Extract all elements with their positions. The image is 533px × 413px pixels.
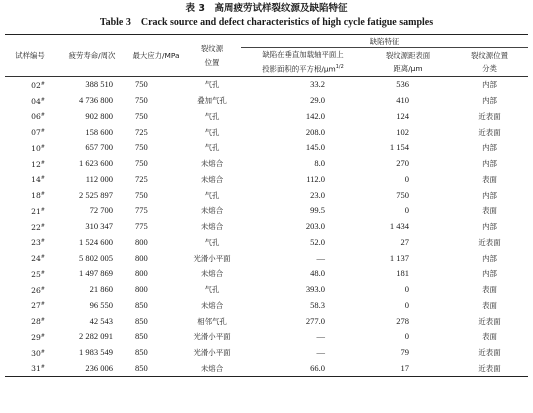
max-stress-cell: 800 xyxy=(135,268,148,279)
table-row xyxy=(5,93,528,109)
source-class-cell: 表面 xyxy=(482,174,497,184)
fatigue-life-cell: 310 347 xyxy=(85,221,113,232)
max-stress-cell: 775 xyxy=(135,205,148,216)
table-row xyxy=(5,313,528,329)
surface-distance-cell: 1 137 xyxy=(389,252,409,263)
max-stress-cell: 850 xyxy=(129,361,183,377)
max-stress-cell: 725 xyxy=(135,126,148,137)
table-row xyxy=(5,298,528,314)
sample-id-value: 28 xyxy=(31,317,41,327)
sample-id-cell xyxy=(5,187,55,203)
table-row xyxy=(5,109,528,125)
source-class-cell: 近表面 xyxy=(478,237,501,247)
defect-area-cell: — xyxy=(316,252,325,263)
table-title-english: Table 3 Crack source and defect characteristics of high cycle fatigue samples xyxy=(99,17,434,28)
max-stress-cell: 750 xyxy=(135,189,148,200)
source-class-cell: 内部 xyxy=(482,190,497,200)
fatigue-life-cell: 388 510 xyxy=(85,79,113,90)
fatigue-life-cell: 21 860 xyxy=(89,284,113,295)
header-defect-area-line2 xyxy=(241,63,365,73)
sample-id-value: 07 xyxy=(31,128,41,138)
surface-distance-cell: 270 xyxy=(396,158,409,169)
header-defect-area-exponent: 1/2 xyxy=(335,64,344,71)
sample-id-cell xyxy=(5,250,55,266)
fatigue-life-cell: 2 282 091 xyxy=(79,331,113,342)
defect-area-cell: 99.5 xyxy=(310,205,325,216)
crack-source-cell: 叠加气孔 xyxy=(197,96,227,106)
table-row xyxy=(5,345,528,361)
defect-area-cell: 8.0 xyxy=(314,158,325,169)
header-defect-area-line1: 缺陷在垂直加载轴平面上 xyxy=(262,50,344,60)
sample-id-cell xyxy=(5,93,55,109)
table-row xyxy=(5,329,528,345)
source-class-cell: 近表面 xyxy=(478,348,501,358)
sample-id-value: 27 xyxy=(31,301,41,311)
defect-area-cell: 29.0 xyxy=(310,95,325,106)
max-stress-cell: 775 xyxy=(135,221,148,232)
surface-distance-cell: 79 xyxy=(400,347,409,358)
sample-id-value: 23 xyxy=(31,238,41,248)
header-max-stress: 最大应力/MPa xyxy=(129,35,183,77)
max-stress-cell: 750 xyxy=(135,79,148,90)
sample-id-value: 25 xyxy=(31,269,41,279)
table-row xyxy=(5,266,528,282)
sample-id-mark: # xyxy=(40,317,45,324)
sample-id-mark: # xyxy=(40,238,45,245)
header-surface-distance-line1: 裂纹源距表面 xyxy=(385,51,431,60)
header-defect-characteristics: 缺陷特征 xyxy=(241,35,528,48)
max-stress-cell: 725 xyxy=(135,173,148,184)
sample-id-value: 21 xyxy=(31,206,41,216)
header-defect-area-text: 投影面积的平方根/μm xyxy=(262,64,336,74)
fatigue-life-cell: 2 525 897 xyxy=(79,189,113,200)
fatigue-life-cell: 902 800 xyxy=(85,110,113,121)
header-crack-source-line1: 裂纹源 xyxy=(200,44,224,53)
surface-distance-cell: 1 154 xyxy=(389,142,409,153)
sample-id-cell xyxy=(5,235,55,251)
crack-source-cell: 未熔合 xyxy=(183,361,241,377)
sample-id-mark: # xyxy=(40,128,45,135)
sample-id-mark: # xyxy=(40,191,45,198)
crack-source-cell: 光滑小平面 xyxy=(193,253,231,263)
sample-id-value: 12 xyxy=(31,159,41,169)
table-row xyxy=(5,77,528,93)
surface-distance-cell: 181 xyxy=(396,268,409,279)
fatigue-life-cell: 657 700 xyxy=(85,142,113,153)
header-fatigue-life: 疲劳寿命/周次 xyxy=(55,35,129,77)
sample-id-cell xyxy=(5,140,55,156)
sample-id-mark: # xyxy=(40,175,45,182)
sample-id-value: 26 xyxy=(31,285,41,295)
crack-source-cell: 未熔合 xyxy=(200,174,224,184)
max-stress-cell: 750 xyxy=(135,95,148,106)
surface-distance-cell: 102 xyxy=(396,126,409,137)
sample-id-value: 14 xyxy=(31,175,41,185)
defect-area-cell: 112.0 xyxy=(306,173,325,184)
table-body xyxy=(5,77,528,377)
table-row xyxy=(5,172,528,188)
defect-area-cell: 203.0 xyxy=(305,221,325,232)
defect-area-cell: 393.0 xyxy=(305,284,325,295)
crack-source-cell: 气孔 xyxy=(204,143,220,153)
max-stress-cell: 750 xyxy=(135,110,148,121)
sample-id-mark: # xyxy=(40,222,45,229)
sample-id-mark: # xyxy=(40,254,45,261)
fatigue-life-cell: 236 006 xyxy=(55,361,129,377)
crack-source-cell: 气孔 xyxy=(204,190,220,200)
max-stress-cell: 800 xyxy=(135,252,148,263)
crack-source-cell: 光滑小平面 xyxy=(193,332,231,342)
source-class-cell: 内部 xyxy=(482,253,497,263)
surface-distance-cell: 0 xyxy=(404,284,409,295)
source-class-cell: 内部 xyxy=(482,269,497,279)
surface-distance-cell: 410 xyxy=(396,95,409,106)
table-row xyxy=(5,124,528,140)
max-stress-cell: 750 xyxy=(135,142,148,153)
source-class-cell: 近表面 xyxy=(478,127,501,137)
source-class-cell: 内部 xyxy=(482,96,497,106)
sample-id-mark: # xyxy=(40,96,45,103)
fatigue-life-cell: 5 802 005 xyxy=(79,252,113,263)
sample-id-mark: # xyxy=(40,332,45,339)
table-row xyxy=(5,250,528,266)
crack-source-cell: 气孔 xyxy=(204,285,220,295)
surface-distance-cell: 278 xyxy=(396,315,409,326)
fatigue-life-cell: 4 736 800 xyxy=(79,95,113,106)
source-class-cell: 内部 xyxy=(482,143,497,153)
surface-distance-cell: 1 434 xyxy=(389,221,409,232)
sample-id-cell xyxy=(5,298,55,314)
sample-id-value: 04 xyxy=(31,96,41,106)
source-class-cell: 近表面 xyxy=(478,316,501,326)
fatigue-life-cell: 1 524 600 xyxy=(79,236,113,247)
fatigue-life-cell: 1 497 869 xyxy=(79,268,113,279)
max-stress-cell: 800 xyxy=(135,236,148,247)
crack-source-cell: 相邻气孔 xyxy=(197,316,227,326)
crack-source-cell: 气孔 xyxy=(204,111,220,121)
defect-area-cell: 23.0 xyxy=(310,189,325,200)
max-stress-cell: 800 xyxy=(135,284,148,295)
sample-id-cell xyxy=(5,313,55,329)
table-row xyxy=(5,282,528,298)
crack-source-cell: 气孔 xyxy=(204,80,220,90)
sample-id-mark: # xyxy=(40,143,45,150)
sample-id-value: 30 xyxy=(31,348,41,358)
max-stress-cell: 850 xyxy=(135,315,148,326)
sample-id-cell xyxy=(5,203,55,219)
header-crack-source-position xyxy=(183,35,241,77)
surface-distance-cell: 750 xyxy=(396,189,409,200)
header-surface-distance-line2: 距离/μm xyxy=(393,64,423,73)
defect-area-cell: 277.0 xyxy=(305,315,325,326)
fatigue-samples-table xyxy=(5,34,528,377)
sample-id-value: 22 xyxy=(31,222,41,232)
sample-id-value: 18 xyxy=(31,191,41,201)
sample-id-cell xyxy=(5,219,55,235)
defect-area-cell: 52.0 xyxy=(310,236,325,247)
crack-source-cell: 未熔合 xyxy=(200,269,224,279)
surface-distance-cell: 0 xyxy=(404,173,409,184)
sample-id-cell xyxy=(5,266,55,282)
surface-distance-cell: 0 xyxy=(404,331,409,342)
sample-id-mark: # xyxy=(40,159,45,166)
sample-id-value: 29 xyxy=(31,332,41,342)
crack-source-cell: 未熔合 xyxy=(200,222,224,232)
source-class-cell: 近表面 xyxy=(478,111,501,121)
sample-id-value: 10 xyxy=(31,143,41,153)
header-row-1 xyxy=(5,35,528,48)
table-row xyxy=(5,187,528,203)
defect-area-cell: — xyxy=(316,331,325,342)
sample-id-cell xyxy=(5,361,55,377)
crack-source-cell: 光滑小平面 xyxy=(193,348,231,358)
defect-area-cell: 142.0 xyxy=(305,110,325,121)
header-crack-source-line2: 位置 xyxy=(204,58,220,67)
source-class-cell: 表面 xyxy=(482,332,497,342)
crack-source-cell: 未熔合 xyxy=(200,159,224,169)
source-class-cell: 内部 xyxy=(482,159,497,169)
table-row xyxy=(5,203,528,219)
sample-id-value: 24 xyxy=(31,254,41,264)
sample-id-value: 31 xyxy=(31,364,41,374)
fatigue-life-cell: 1 623 600 xyxy=(79,158,113,169)
surface-distance-cell: 0 xyxy=(404,205,409,216)
table-row xyxy=(5,219,528,235)
sample-id-mark: # xyxy=(40,112,45,119)
max-stress-cell: 850 xyxy=(135,347,148,358)
defect-area-cell: 66.0 xyxy=(241,361,365,377)
max-stress-cell: 850 xyxy=(135,331,148,342)
source-class-cell: 近表面 xyxy=(451,361,528,377)
table-row xyxy=(5,235,528,251)
fatigue-life-cell: 72 700 xyxy=(89,205,113,216)
header-defect-area xyxy=(241,48,365,77)
surface-distance-cell: 17 xyxy=(365,361,451,377)
sample-id-value: 02 xyxy=(31,80,41,90)
sample-id-cell xyxy=(5,282,55,298)
header-source-classification-line2: 分类 xyxy=(482,64,497,73)
source-class-cell: 内部 xyxy=(482,222,497,232)
sample-id-value: 06 xyxy=(31,112,41,122)
header-sample-id: 试样编号 xyxy=(5,35,55,77)
source-class-cell: 表面 xyxy=(482,300,497,310)
fatigue-life-cell: 96 550 xyxy=(89,299,113,310)
sample-id-mark: # xyxy=(40,301,45,308)
header-source-classification-line1: 裂纹源位置 xyxy=(471,51,508,60)
fatigue-life-cell: 1 983 549 xyxy=(79,347,113,358)
surface-distance-cell: 27 xyxy=(400,236,409,247)
header-source-classification xyxy=(451,48,528,77)
defect-area-cell: 208.0 xyxy=(305,126,325,137)
table-row xyxy=(5,140,528,156)
max-stress-cell: 750 xyxy=(135,158,148,169)
sample-id-cell xyxy=(5,329,55,345)
sample-id-cell xyxy=(5,345,55,361)
fatigue-life-cell: 158 600 xyxy=(85,126,113,137)
source-class-cell: 表面 xyxy=(482,285,497,295)
source-class-cell: 表面 xyxy=(482,206,497,216)
source-class-cell: 内部 xyxy=(482,80,497,90)
sample-id-cell xyxy=(5,109,55,125)
max-stress-cell: 850 xyxy=(135,299,148,310)
defect-area-cell: 33.2 xyxy=(310,79,325,90)
sample-id-mark: # xyxy=(40,206,45,213)
sample-id-cell xyxy=(5,172,55,188)
defect-area-cell: — xyxy=(316,347,325,358)
defect-area-cell: 48.0 xyxy=(310,268,325,279)
fatigue-life-cell: 112 000 xyxy=(85,173,113,184)
table-title-chinese: 表 3 高周疲劳试样裂纹源及缺陷特征 xyxy=(185,3,348,14)
surface-distance-cell: 536 xyxy=(396,79,409,90)
fatigue-life-cell: 42 543 xyxy=(89,315,113,326)
crack-source-cell: 气孔 xyxy=(204,127,220,137)
sample-id-cell xyxy=(5,77,55,93)
sample-id-mark: # xyxy=(40,269,45,276)
sample-id-cell xyxy=(5,156,55,172)
sample-id-mark: # xyxy=(40,364,45,371)
sample-id-mark: # xyxy=(40,80,45,87)
table-row xyxy=(5,361,528,377)
header-surface-distance xyxy=(365,48,451,77)
defect-area-cell: 145.0 xyxy=(305,142,325,153)
crack-source-cell: 未熔合 xyxy=(200,206,224,216)
surface-distance-cell: 124 xyxy=(396,110,409,121)
crack-source-cell: 气孔 xyxy=(204,237,220,247)
defect-area-cell: 58.3 xyxy=(310,299,325,310)
sample-id-cell xyxy=(5,124,55,140)
table-row xyxy=(5,156,528,172)
sample-id-mark: # xyxy=(40,285,45,292)
surface-distance-cell: 0 xyxy=(404,299,409,310)
crack-source-cell: 未熔合 xyxy=(200,300,224,310)
sample-id-mark: # xyxy=(40,348,45,355)
